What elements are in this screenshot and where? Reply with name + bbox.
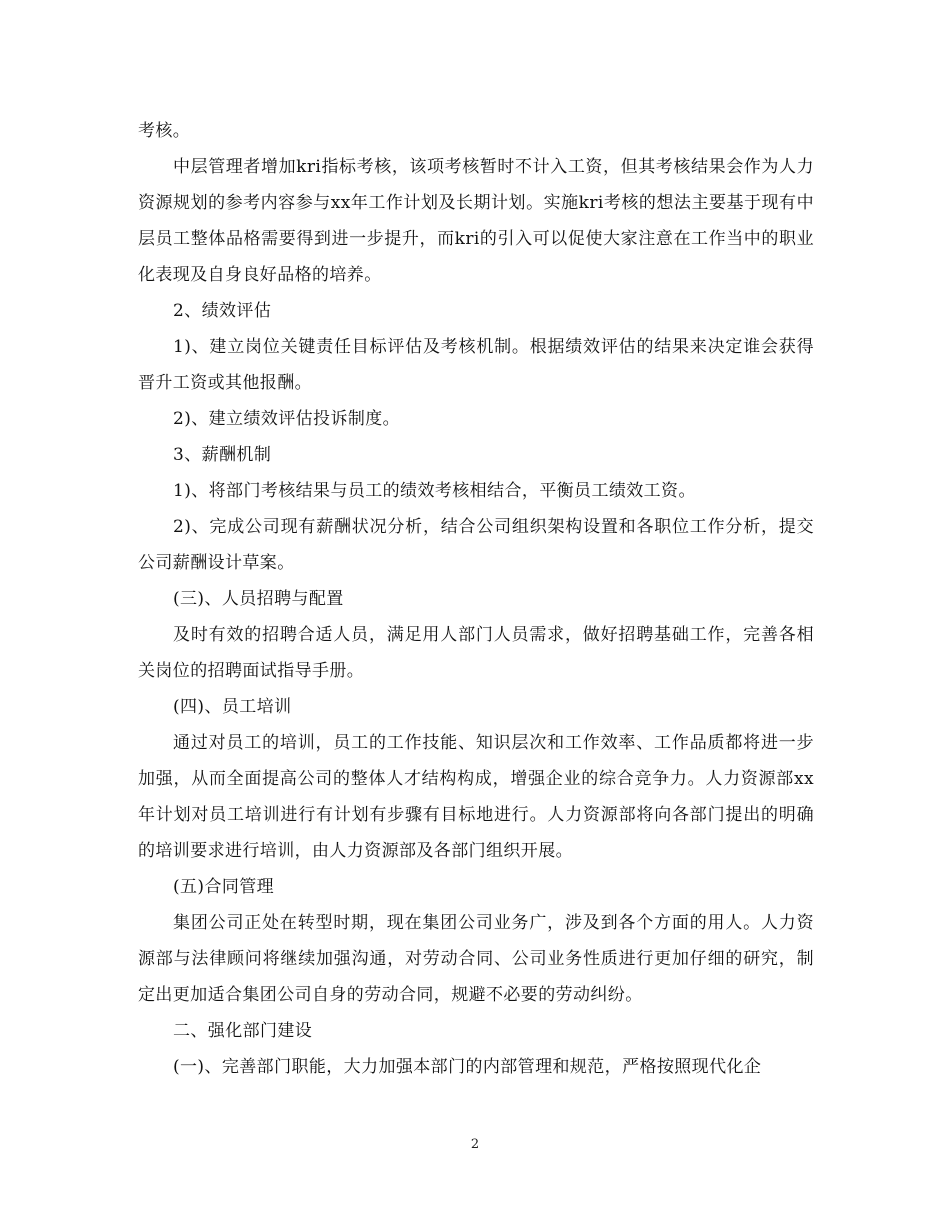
paragraph-9: (三)、人员招聘与配置	[173, 589, 344, 609]
paragraph-8: 2)、完成公司现有薪酬状况分析，结合公司组织架构设置和各职位工作分析，提交公司薪酬设计草案。	[138, 517, 814, 573]
paragraph-6: 3、薪酬机制	[173, 445, 272, 465]
paragraph-2: 中层管理者增加kri指标考核，该项考核暂时不计入工资，但其考核结果会作为人力资源规划的参考内容参与xx年工作计划及长期计划。实施kri考核的想法主要基于现有中层员工整体品格需要得到进一步提升，而kri的引入可以促使大家注意在工作当中的职业化表现及自身良好品格的培养。	[138, 157, 814, 285]
paragraph-15: 二、强化部门建设	[173, 1021, 313, 1041]
paragraph-10: 及时有效的招聘合适人员，满足用人部门人员需求，做好招聘基础工作，完善各相关岗位的招聘面试指导手册。	[138, 625, 814, 681]
paragraph-14: 集团公司正处在转型时期，现在集团公司业务广，涉及到各个方面的用人。人力资源部与法律顾问将继续加强沟通，对劳动合同、公司业务性质进行更加仔细的研究，制定出更加适合集团公司自身的劳动合同，规避不必要的劳动纠纷。	[138, 913, 814, 1005]
page-number: 2	[470, 1137, 480, 1152]
paragraph-7: 1)、将部门考核结果与员工的绩效考核相结合，平衡员工绩效工资。	[173, 481, 696, 501]
paragraph-5: 2)、建立绩效评估投诉制度。	[173, 409, 401, 429]
document-body	[138, 113, 814, 1085]
paragraph-16: (一)、完善部门职能，大力加强本部门的内部管理和规范，严格按照现代化企	[173, 1057, 762, 1077]
paragraph-3: 2、绩效评估	[173, 301, 272, 321]
paragraph-11: (四)、员工培训	[173, 697, 292, 717]
paragraph-13: (五)合同管理	[173, 877, 275, 897]
paragraph-12: 通过对员工的培训，员工的工作技能、知识层次和工作效率、工作品质都将进一步加强，从而全面提高公司的整体人才结构构成，增强企业的综合竞争力。人力资源部xx年计划对员工培训进行有计划有步骤有目标地进行。人力资源部将向各部门提出的明确的培训要求进行培训，由人力资源部及各部门组织开展。	[138, 733, 814, 861]
paragraph-4: 1)、建立岗位关键责任目标评估及考核机制。根据绩效评估的结果来决定谁会获得晋升工资或其他报酬。	[138, 337, 814, 393]
paragraph-1: 考核。	[138, 121, 191, 141]
